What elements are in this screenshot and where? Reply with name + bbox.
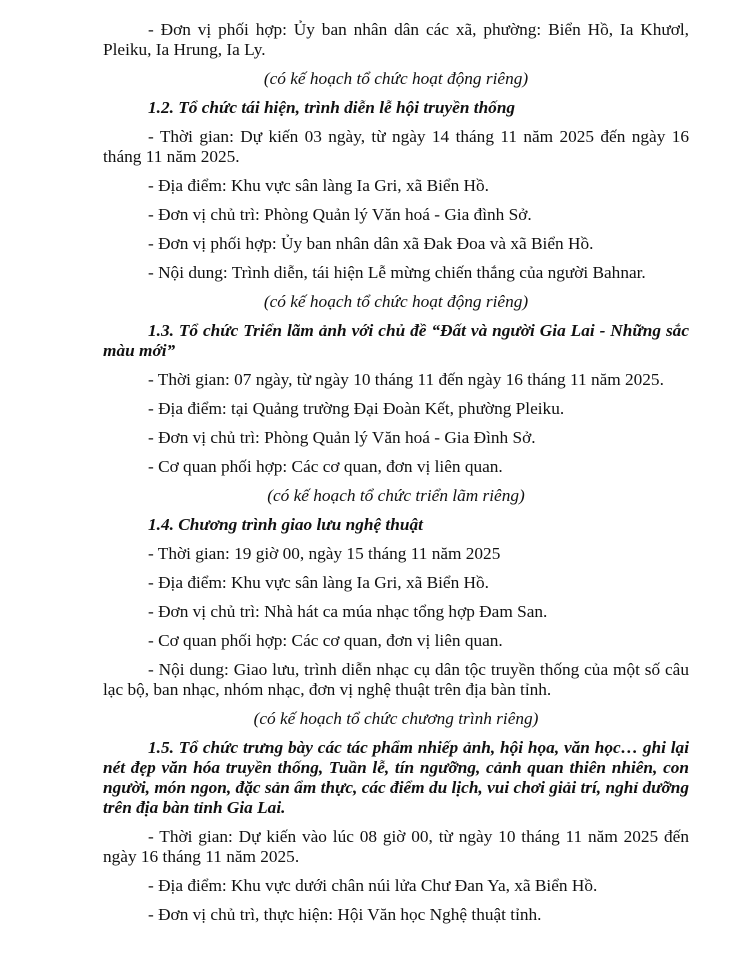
section-heading: 1.3. Tổ chức Triển lãm ảnh với chủ đề “Đất và người Gia Lai - Những sắc màu mới”: [103, 321, 689, 360]
section-heading: 1.5. Tổ chức trưng bày các tác phẩm nhiếp ảnh, hội họa, văn học… ghi lại nét đẹp văn hóa truyền thống, Tuần lễ, tín ngưỡng, cảnh quan thiên nhiên, con người, món ngon, đặc sản ẩm thực, các điểm du lịch, vui chơi giải trí, nghỉ dưỡng trên địa bàn tỉnh Gia Lai.: [103, 738, 689, 817]
body-paragraph: - Thời gian: Dự kiến vào lúc 08 giờ 00, từ ngày 10 tháng 11 năm 2025 đến ngày 16 tháng 11 năm 2025.: [103, 827, 689, 866]
body-paragraph: - Đơn vị chủ trì: Phòng Quản lý Văn hoá - Gia Đình Sở.: [148, 428, 536, 447]
body-paragraph: - Thời gian: Dự kiến 03 ngày, từ ngày 14 tháng 11 năm 2025 đến ngày 16 tháng 11 năm 2025.: [103, 127, 689, 166]
body-paragraph: - Địa điểm: tại Quảng trường Đại Đoàn Kết, phường Pleiku.: [148, 399, 565, 418]
body-paragraph: - Địa điểm: Khu vực sân làng Ia Gri, xã Biển Hồ.: [148, 573, 489, 592]
body-paragraph: - Cơ quan phối hợp: Các cơ quan, đơn vị liên quan.: [148, 631, 503, 650]
note-paragraph: (có kế hoạch tổ chức hoạt động riêng): [263, 69, 529, 88]
document-page: [103, 20, 689, 925]
body-paragraph: - Địa điểm: Khu vực dưới chân núi lửa Chư Đan Ya, xã Biển Hồ.: [148, 876, 598, 895]
section-heading: 1.4. Chương trình giao lưu nghệ thuật: [148, 515, 423, 534]
body-paragraph: - Nội dung: Trình diễn, tái hiện Lễ mừng chiến thắng của người Bahnar.: [148, 263, 646, 282]
body-paragraph: - Đơn vị chủ trì, thực hiện: Hội Văn học Nghệ thuật tỉnh.: [148, 905, 542, 924]
body-paragraph: - Đơn vị chủ trì: Nhà hát ca múa nhạc tổng hợp Đam San.: [148, 602, 548, 621]
body-paragraph: - Nội dung: Giao lưu, trình diễn nhạc cụ dân tộc truyền thống của một số câu lạc bộ, ban nhạc, nhóm nhạc, đơn vị nghệ thuật trên địa bàn tỉnh.: [103, 660, 689, 699]
body-paragraph: - Đơn vị phối hợp: Ủy ban nhân dân xã Đak Đoa và xã Biển Hồ.: [148, 234, 594, 253]
note-paragraph: (có kế hoạch tổ chức triển lãm riêng): [267, 486, 525, 505]
body-paragraph: - Đơn vị phối hợp: Ủy ban nhân dân các xã, phường: Biển Hồ, Ia Khươl, Pleiku, Ia Hrung, Ia Ly.: [103, 20, 689, 59]
body-paragraph: - Địa điểm: Khu vực sân làng Ia Gri, xã Biển Hồ.: [148, 176, 489, 195]
section-heading: 1.2. Tổ chức tái hiện, trình diễn lễ hội truyền thống: [148, 98, 516, 117]
body-paragraph: - Cơ quan phối hợp: Các cơ quan, đơn vị liên quan.: [148, 457, 503, 476]
body-paragraph: - Thời gian: 07 ngày, từ ngày 10 tháng 11 đến ngày 16 tháng 11 năm 2025.: [148, 370, 664, 389]
note-paragraph: (có kế hoạch tổ chức chương trình riêng): [253, 709, 539, 728]
body-paragraph: - Đơn vị chủ trì: Phòng Quản lý Văn hoá - Gia đình Sở.: [148, 205, 532, 224]
note-paragraph: (có kế hoạch tổ chức hoạt động riêng): [263, 292, 529, 311]
body-paragraph: - Thời gian: 19 giờ 00, ngày 15 tháng 11 năm 2025: [148, 544, 501, 563]
